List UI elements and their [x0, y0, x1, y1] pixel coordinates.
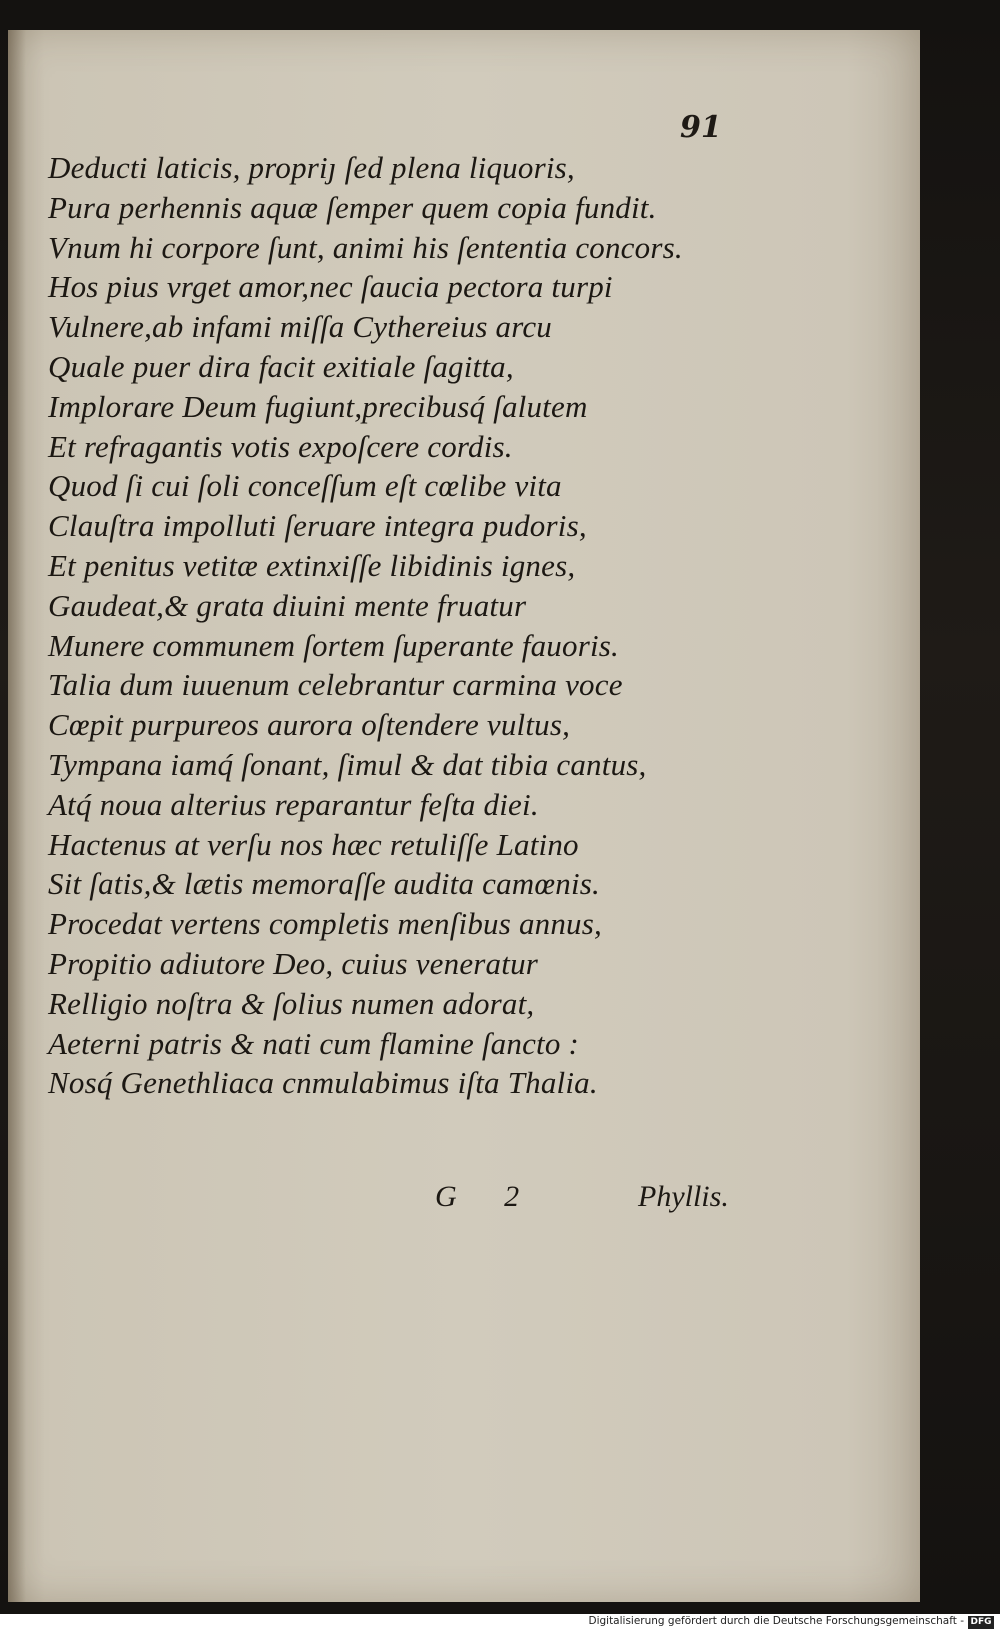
verse-line: Talia dum iuuenum celebrantur carmina voce	[48, 667, 623, 703]
page-gutter-shadow	[8, 30, 26, 1602]
digitization-footer	[0, 1614, 1000, 1632]
verse-line: Cœpit purpureos aurora oſtendere vultus,	[48, 707, 571, 743]
verse-line: Pura perhennis aquæ ſemper quem copia fundit.	[48, 189, 657, 225]
signature-mark: G 2	[435, 1180, 540, 1213]
verse-line: Propitio adiutore Deo, cuius veneratur	[48, 945, 539, 981]
verse-line: Deducti laticis, propriȷ ſed plena liquoris,	[48, 150, 575, 185]
verse-line: Et penitus vetitæ extinxiſſe libidinis ignes,	[48, 547, 576, 583]
verse-line: Atq́ noua alterius reparantur feſta diei.	[48, 786, 539, 822]
verse-line: Tympana iamq́ ſonant, ſimul & dat tibia cantus,	[48, 746, 647, 782]
verse-line: Munere communem ſortem ſuperante fauoris.	[48, 627, 619, 663]
verse-line: Vulnere,ab infami miſſa Cythereius arcu	[48, 309, 553, 345]
verse-line: Relligio noſtra & ſolius numen adorat,	[48, 985, 535, 1021]
funding-credit: Digitalisierung gefördert durch die Deutsche Forschungsgemeinschaft -	[588, 1615, 964, 1627]
verse-line: Et refragantis votis expoſcere cordis.	[48, 428, 513, 464]
verse-line: Nosq́ Genethliaca cnmulabimus iſta Thalia.	[48, 1065, 598, 1101]
verse-line: Implorare Deum fugiunt,precibusq́ ſalutem	[48, 388, 588, 424]
verse-line: Quod ſi cui ſoli conceſſum eſt cœlibe vita	[48, 468, 562, 504]
page-footer-marks	[8, 1180, 920, 1220]
dfg-logo: DFG	[968, 1616, 994, 1629]
verse-block	[48, 148, 908, 1103]
verse-line: Procedat vertens completis menſibus annus,	[48, 906, 602, 942]
verse-line: Gaudeat,& grata diuini mente fruatur	[48, 587, 527, 623]
verse-line: Clauſtra impolluti ſeruare integra pudoris,	[48, 508, 587, 544]
verse-line: Hos pius vrget amor,nec ſaucia pectora turpi	[48, 269, 613, 305]
verse-line: Aeterni patris & nati cum flamine ſancto :	[48, 1025, 580, 1061]
page-number: 91	[680, 110, 722, 145]
verse-line: Quale puer dira facit exitiale ſagitta,	[48, 348, 514, 384]
verse-line: Sit ſatis,& lætis memoraſſe audita camœnis.	[48, 866, 600, 902]
book-page	[8, 30, 920, 1602]
verse-line: Hactenus at verſu nos hæc retuliſſe Latino	[48, 826, 579, 862]
verse-line: Vnum hi corpore ſunt, animi his ſententia concors.	[48, 229, 683, 265]
catchword: Phyllis.	[638, 1180, 729, 1213]
